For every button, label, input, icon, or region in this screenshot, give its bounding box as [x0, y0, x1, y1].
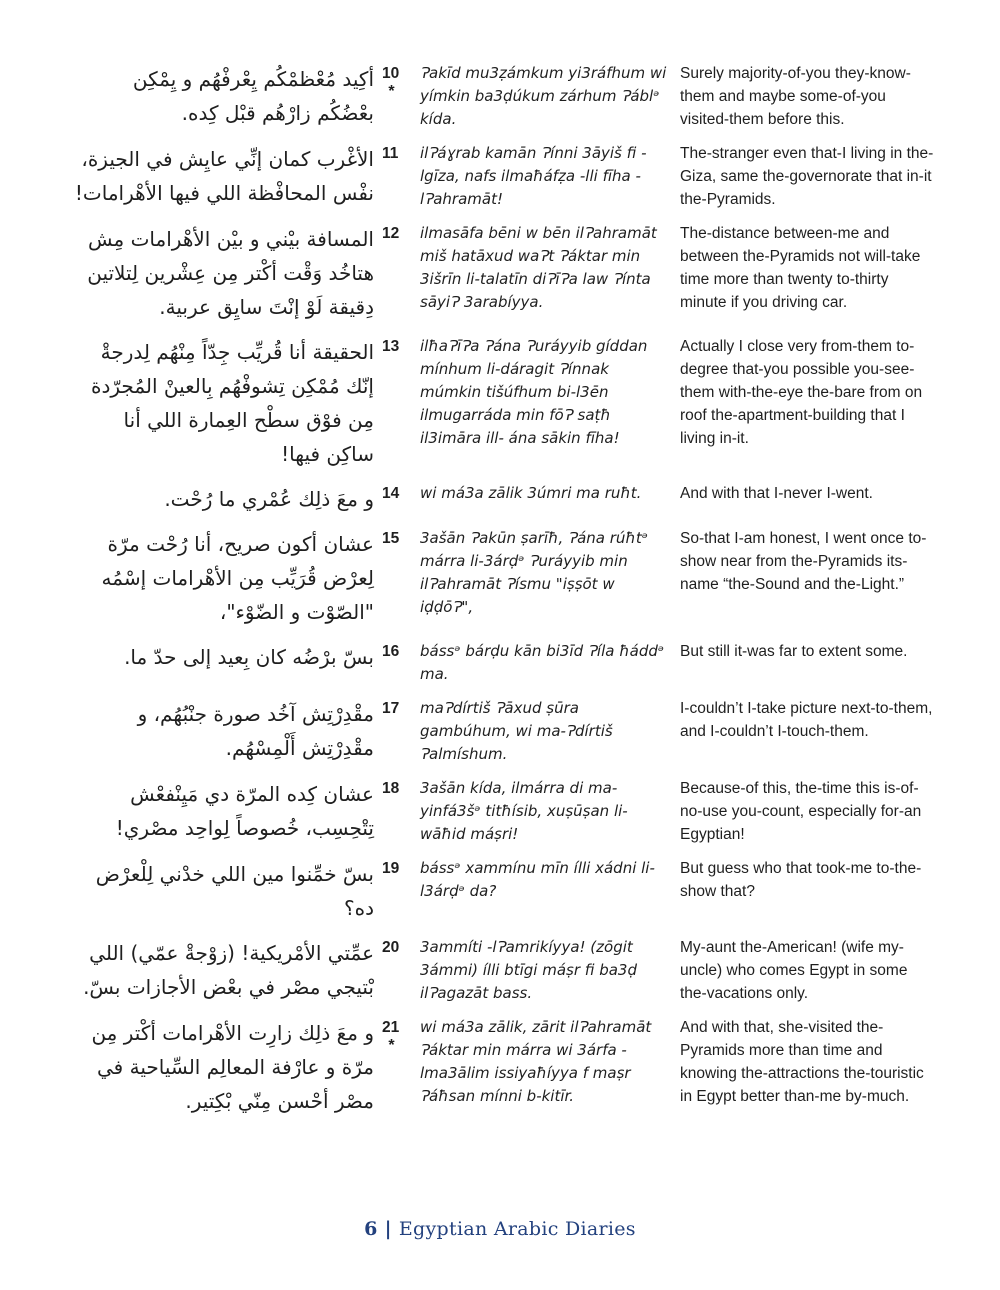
entry-row [74, 482, 938, 516]
footer-separator: | [384, 1218, 392, 1240]
transliteration-text: 3ammíti -lɁamrikíyya! (zōgit 3ámmi) ílli btīgi máṣr fi ba3ḍ ilɁagazāt bass. [420, 938, 638, 1002]
entry-row [74, 222, 938, 324]
entry-number: 19 [382, 860, 400, 877]
entry-number: 16 [382, 643, 400, 660]
english-gloss: But guess who that took-me to-the-show that? [680, 860, 922, 900]
entry-number-cell [382, 640, 412, 663]
entry-number: 14 [382, 485, 400, 502]
entry-row [74, 857, 938, 925]
entry-number: 11 [382, 145, 399, 162]
arabic-text: عشان أكون صريح، أنا رُحْت مرّة لِعرْض قُرَيِّب مِن الأهْرامات إسْمُه "الصّوْت و الضّوْء"، [101, 532, 374, 624]
entry-number: 10 [382, 65, 400, 82]
english-gloss: I-couldn’t I-take picture next-to-them, and I-couldn’t I-touch-them. [680, 700, 933, 740]
english-gloss: And with that I-never I-went. [680, 485, 873, 502]
entry-number-cell [382, 335, 412, 358]
page-footer [0, 1218, 1000, 1240]
english-gloss: But still it-was far to extent some. [680, 643, 908, 660]
entry-number: 15 [382, 530, 400, 547]
page-number: 6 [364, 1218, 378, 1240]
entry-row [74, 62, 938, 131]
entry-number: 13 [382, 338, 400, 355]
entry-number: 18 [382, 780, 400, 797]
entry-number-cell [382, 62, 412, 98]
entry-number-cell [382, 222, 412, 245]
transliteration-text: wi má3a zālik 3úmri ma ruħt. [420, 484, 642, 502]
entry-number-cell [382, 857, 412, 880]
arabic-text: المسافة بيْني و بيْن الأهْرامات مِش هتاخُد وَقْت أكْتر مِن عِشْرين لِتلاتين دِقيقة لَوْ إنْتَ سايِق عربية. [87, 227, 374, 319]
arabic-text: بسّ برْضُه كان بِعيد إلى حدّ ما. [124, 645, 374, 669]
arabic-text: بسّ خمِّنوا مين اللي خدْني لِلْعرْض ده؟ [95, 862, 374, 920]
transliteration-text: bássᵊ bárḍu kān bi3īd Ɂíla ħáddᵊ ma. [420, 642, 665, 683]
entry-number: 17 [382, 700, 400, 717]
arabic-text: عشان كِده المرّة دي مَيِنْفعْش تِتْحِسِب، خُصوصاً لِواحِد مصْري! [115, 782, 374, 840]
entry-number-cell [382, 142, 412, 165]
entry-row [74, 697, 938, 766]
entries [74, 62, 938, 1118]
arabic-text: مقْدِرْتِش آخُد صورة جنْبُهُم، و مقْدِرْتِش أَلْمِسْهُم. [137, 702, 374, 760]
book-title: Egyptian Arabic Diaries [398, 1218, 636, 1240]
entry-row [74, 936, 938, 1005]
english-gloss: The-distance between-me and between the-Pyramids not will-take time more than twenty to-thirty minute if you driving car. [680, 225, 921, 311]
english-gloss: Surely majority-of-you they-know-them and maybe some-of-you visited-them before this. [680, 65, 911, 128]
english-gloss: So-that I-am honest, I went once to-show near from the-Pyramids its-name “the-Sound and the-Light.” [680, 530, 927, 593]
arabic-text: الأغْرب كمان إنِّي عايِش في الجيزة، نفْس المحافْظة اللي فيها الأهْرامات! [74, 147, 374, 205]
entry-number-cell [382, 777, 412, 800]
note-asterisk: * [388, 83, 395, 100]
entry-number-cell [382, 936, 412, 959]
arabic-text: أكِيد مُعْظمْكُم يِعْرفْهُم و يِمْكِن بعْضُكُم زارْهُم قبْل كِده. [132, 67, 374, 125]
arabic-text: و معَ ذلِك عُمْري ما رُحْت. [164, 487, 374, 511]
entry-number-cell [382, 482, 412, 505]
entry-row [74, 527, 938, 629]
entry-row [74, 640, 938, 686]
entry-row [74, 142, 938, 211]
english-gloss: Actually I close very from-them to-degree that-you possible you-see-them with-the-eye the-bare from on roof the-apartment-building that I living in-it. [680, 338, 923, 447]
entry-row [74, 1016, 938, 1118]
transliteration-text: maɁdírtiš Ɂāxud ṣūra gambúhum, wi ma-Ɂdírtiš Ɂalmíshum. [420, 699, 613, 763]
english-gloss: The-stranger even that-I living in the-Giza, same the-governorate that in-it the-Pyramids. [680, 145, 934, 208]
note-asterisk: * [388, 1037, 395, 1054]
entry-number-cell [382, 527, 412, 550]
transliteration-text: wi má3a zālik, zārit ilɁahramāt Ɂáktar min márra wi 3árfa -lma3ālim issiyaħíyya f maṣr Ɂáħsan mínni b-kitīr. [420, 1018, 652, 1105]
entry-number: 20 [382, 939, 400, 956]
arabic-text: عمِّتي الأمْريكية! (زوْجةْ عمّي) اللي بْتيجي مصْر في بعْض الأجازات بسّ. [83, 941, 374, 999]
entry-number-cell [382, 1016, 412, 1052]
transliteration-text: 3ašān kída, ilmárra di ma-yinfá3šᵊ titħísib, xuṣūṣan li-wāħid máṣri! [420, 779, 628, 843]
transliteration-text: ilɁáɣrab kamān Ɂínni 3āyiš fi -lgīza, nafs ilmaħáfẓa -lli fīha -lɁahramāt! [420, 144, 647, 208]
entry-row [74, 335, 938, 471]
arabic-text: الحقيقة أنا قُريِّب جِدّاً مِنْهُم لِدرجةْ إنّك مُمْكِن تِشوفْهُم بِالعينْ المُجرّدة مِن فوْق سطْح العِمارة اللي أنا ساكِن فيها! [91, 340, 374, 466]
transliteration-text: bássᵊ xammínu mīn ílli xádni li-l3árḍᵊ da? [420, 859, 655, 900]
entry-number: 21 [382, 1019, 400, 1036]
arabic-text: و معَ ذلِك زارِت الأهْرامات أكْتر مِن مرّة و عارْفة المعالِم السِّياحية في مصْر أحْسن مِنّي بْكِتير. [91, 1021, 374, 1113]
english-gloss: My-aunt the-American! (wife my-uncle) who comes Egypt in some the-vacations only. [680, 939, 908, 1002]
english-gloss: Because-of this, the-time this is-of-no-use you-count, especially for-an Egyptian! [680, 780, 922, 843]
entry-number-cell [382, 697, 412, 720]
english-gloss: And with that, she-visited the-Pyramids more than time and knowing the-attractions the-touristic in Egypt better than-me by-much. [680, 1019, 924, 1105]
entry-number: 12 [382, 225, 400, 242]
transliteration-text: Ɂakīd mu3ẓámkum yi3ráfhum wi yímkin ba3ḍúkum zárhum Ɂáblᵊ kída. [420, 64, 667, 128]
entry-row [74, 777, 938, 846]
transliteration-text: 3ašān Ɂakūn ṣarīħ, Ɂána rúħtᵊ márra li-3árḍᵊ Ɂuráyyib min ilɁahramāt Ɂísmu "iṣṣōt w iḍḍōɁ", [420, 529, 648, 616]
transliteration-text: ilmasāfa bēni w bēn ilɁahramāt miš hatāxud waɁt Ɂáktar min 3išrīn li-talatīn diɁīɁa law Ɂínta sāyiɁ 3arabíyya. [420, 224, 657, 311]
transliteration-text: ilħaɁīɁa Ɂána Ɂuráyyib gíddan mínhum li-dáragit Ɂínnak múmkin tišúfhum bi-l3ēn ilmugarráda min fōɁ saṭħ il3imāra ill- ána sākin fīha! [420, 337, 648, 447]
